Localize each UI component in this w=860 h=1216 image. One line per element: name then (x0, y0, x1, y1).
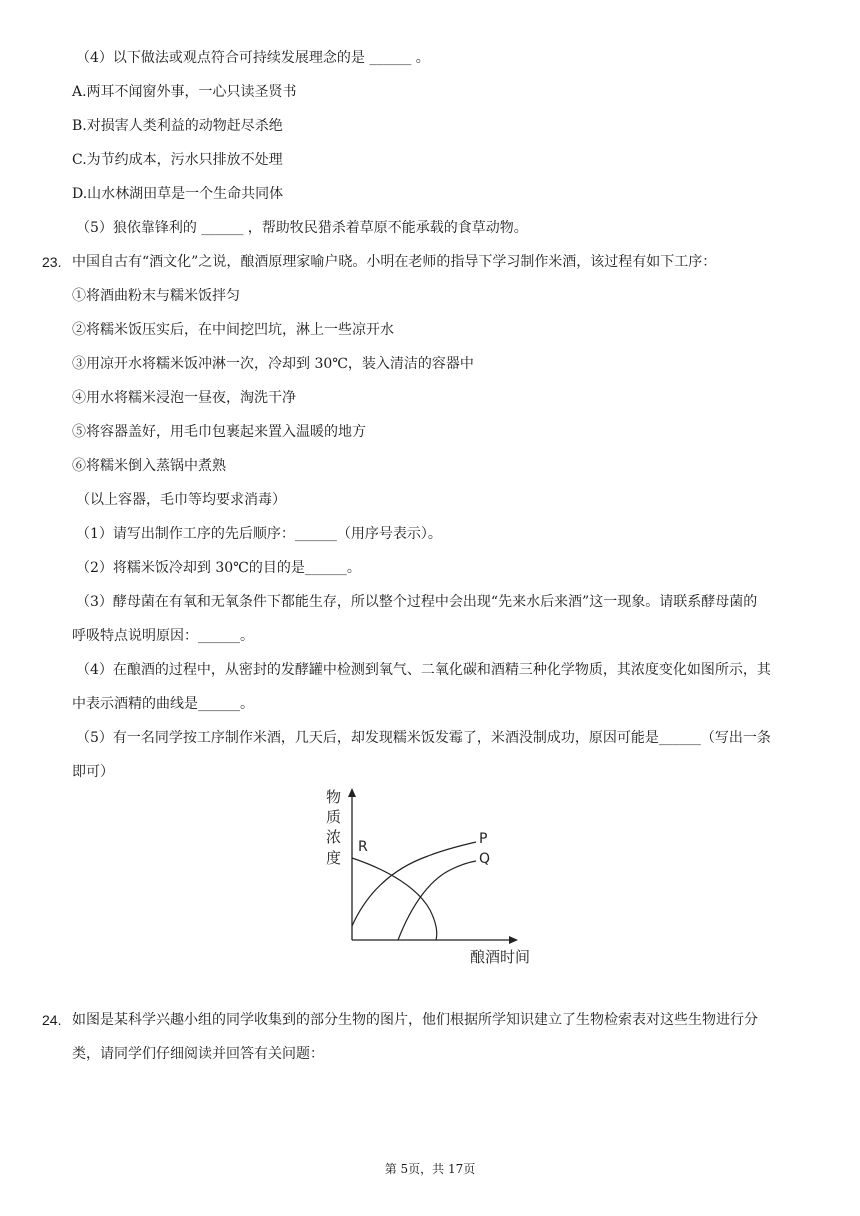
x-axis-arrow (509, 936, 518, 944)
curve-label-q: Q (479, 851, 491, 867)
q22-option-b: B.对损害人类利益的动物赶尽杀绝 (72, 118, 283, 134)
q22-sub5: （5）狼依靠锋利的 ______ ，帮助牧民猎杀着草原不能承载的食草动物。 (76, 220, 528, 236)
q23-sub3-line2: 呼吸特点说明原因：______。 (72, 628, 254, 644)
concentration-figure (318, 786, 542, 970)
q23-step-3: ③用凉开水将糯米饭冲淋一次，冷却到 30℃，装入清洁的容器中 (72, 356, 474, 372)
q23-step-4: ④用水将糯米浸泡一昼夜，淘洗干净 (72, 390, 296, 406)
q23-sub1: （1）请写出制作工序的先后顺序：______（用序号表示）。 (76, 526, 442, 542)
x-axis-label: 酿酒时间 (470, 948, 531, 966)
q22-option-c: C.为节约成本，污水只排放不处理 (72, 152, 283, 168)
q24-line1: 如图是某科学兴趣小组的同学收集到的部分生物的图片，他们根据所学知识建立了生物检索表对这些生物进行分 (72, 1012, 758, 1028)
q23-intro: 中国自古有“酒文化”之说，酿酒原理家喻户晓。小明在老师的指导下学习制作米酒，该过程有如下工序： (72, 254, 717, 270)
q23-sub4-line2: 中表示酒精的曲线是______。 (72, 696, 254, 712)
q23-sub5-line2: 即可） (72, 764, 114, 780)
q24-line2: 类，请同学们仔细阅读并回答有关问题： (72, 1046, 324, 1062)
q23-sub3-line1: （3）酵母菌在有氧和无氧条件下都能生存，所以整个过程中会出现“先来水后来酒”这一现象。请联系酵母菌的 (76, 594, 758, 610)
y-axis-label-char: 浓 (326, 828, 342, 846)
curve-p (352, 842, 476, 926)
q23-number: 23. (42, 254, 62, 270)
q23-sub2: （2）将糯米饭冷却到 30℃的目的是______。 (76, 560, 361, 576)
page-footer: 第 5页，共 17页 (384, 1162, 476, 1176)
y-axis-label-char: 度 (326, 849, 342, 867)
q23-step-1: ①将酒曲粉末与糯米饭拌匀 (72, 288, 240, 304)
q23-sub4-line1: （4）在酿酒的过程中，从密封的发酵罐中检测到氧气、二氧化碳和酒精三种化学物质，其浓度变化如图所示，其 (76, 662, 771, 678)
y-axis-label-char: 质 (326, 808, 342, 826)
q23-step-6: ⑥将糯米倒入蒸锅中煮熟 (72, 458, 226, 474)
q23-step-2: ②将糯米饭压实后，在中间挖凹坑，淋上一些凉开水 (72, 322, 394, 338)
y-axis-arrow (348, 788, 356, 797)
q23-sub5-line1: （5）有一名同学按工序制作米酒，几天后，却发现糯米饭发霉了，米酒没制成功，原因可能是______（写出一条 (76, 730, 771, 746)
q22-sub4: （4）以下做法或观点符合可持续发展理念的是 ______ 。 (76, 50, 430, 66)
q22-option-d: D.山水林湖田草是一个生命共同体 (72, 186, 284, 202)
curve-label-p: P (479, 831, 488, 847)
q23-note: （以上容器，毛巾等均要求消毒） (76, 492, 286, 508)
curve-r (352, 858, 437, 940)
q23-step-5: ⑤将容器盖好，用毛巾包裹起来置入温暖的地方 (72, 424, 366, 440)
curve-q (398, 861, 476, 940)
y-axis-label-char: 物 (326, 788, 342, 806)
curve-label-r: R (358, 839, 368, 855)
q24-number: 24. (42, 1012, 62, 1028)
q22-option-a: A.两耳不闻窗外事，一心只读圣贤书 (72, 84, 297, 100)
